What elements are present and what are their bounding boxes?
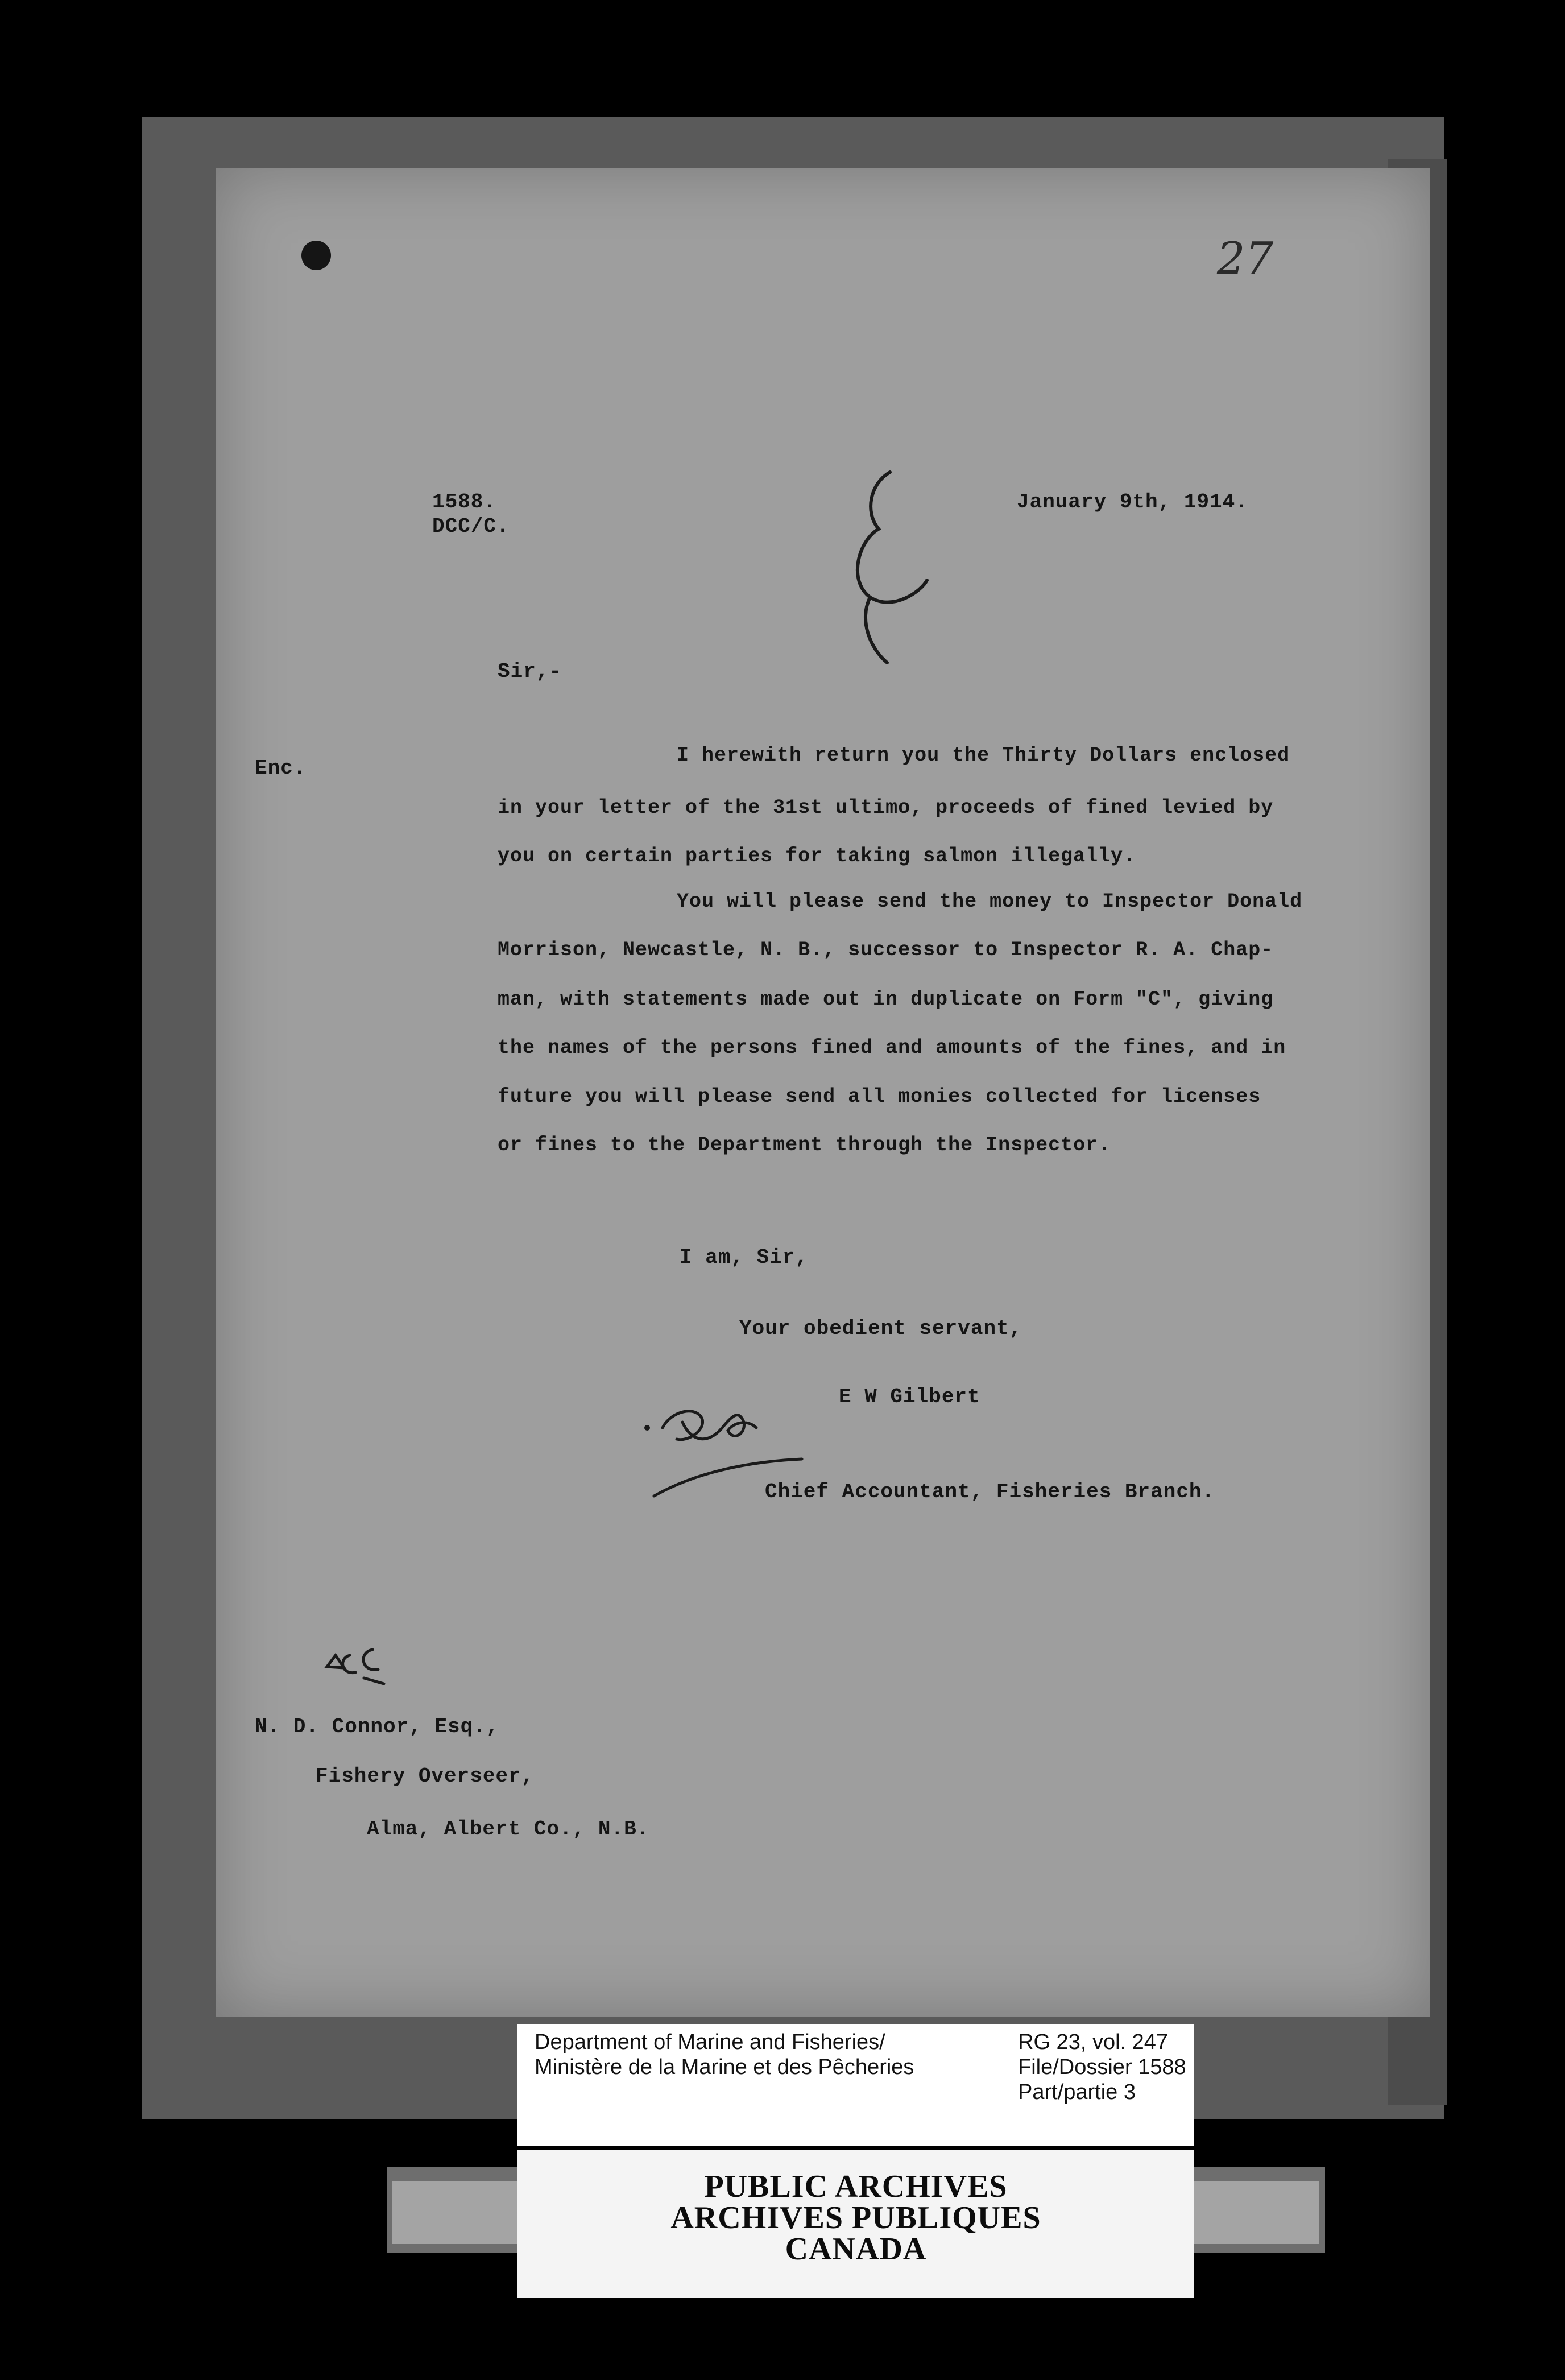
addressee-title: Fishery Overseer, xyxy=(316,1765,535,1788)
body-line: the names of the persons fined and amounts of the fines, and in xyxy=(498,1036,1286,1059)
part-number: Part/partie 3 xyxy=(1018,2080,1136,2104)
body-line: You will please send the money to Inspector Donald xyxy=(677,890,1303,913)
body-line: Morrison, Newcastle, N. B., successor to Inspector R. A. Chap- xyxy=(498,939,1274,961)
addressee-name: N. D. Connor, Esq., xyxy=(255,1715,499,1738)
clerk-initials: DCC/C. xyxy=(432,515,510,538)
enclosure-note: Enc. xyxy=(255,757,307,780)
stamp-line: ARCHIVES PUBLIQUES xyxy=(670,2200,1041,2236)
body-line: or fines to the Department through the Inspector. xyxy=(498,1134,1111,1156)
stamp-line: PUBLIC ARCHIVES xyxy=(704,2169,1008,2204)
body-line: I herewith return you the Thirty Dollars enclosed xyxy=(677,744,1290,767)
signatory-title: Chief Accountant, Fisheries Branch. xyxy=(765,1480,1215,1503)
punch-hole xyxy=(301,241,331,270)
addressee-location: Alma, Albert Co., N.B. xyxy=(367,1817,650,1841)
file-number: File/Dossier 1588 xyxy=(1018,2055,1186,2079)
body-line: in your letter of the 31st ultimo, proceeds of fined levied by xyxy=(498,796,1274,819)
handwritten-initials xyxy=(321,1633,395,1689)
department-french: Ministère de la Marine et des Pêcheries xyxy=(535,2055,914,2079)
body-line: you on certain parties for taking salmon illegally. xyxy=(498,845,1136,867)
archive-label-reference xyxy=(1018,2030,1189,2105)
closing-line: Your obedient servant, xyxy=(739,1317,1022,1340)
record-group: RG 23, vol. 247 xyxy=(1018,2030,1169,2054)
stamp-line: CANADA xyxy=(785,2232,927,2267)
archive-label-department xyxy=(535,2030,1001,2080)
closing-line: I am, Sir, xyxy=(680,1246,809,1269)
file-reference: 1588. xyxy=(432,490,497,514)
letter-date: January 9th, 1914. xyxy=(1017,490,1248,514)
signatory-name: E W Gilbert xyxy=(839,1385,980,1408)
department-english: Department of Marine and Fisheries/ xyxy=(535,2030,885,2054)
body-line: man, with statements made out in duplicate on Form "C", giving xyxy=(498,988,1274,1011)
body-line: future you will please send all monies collected for licenses xyxy=(498,1085,1261,1108)
handwritten-e-mark xyxy=(836,466,938,671)
page-number: 27 xyxy=(1217,233,1274,284)
salutation: Sir,- xyxy=(498,660,562,683)
